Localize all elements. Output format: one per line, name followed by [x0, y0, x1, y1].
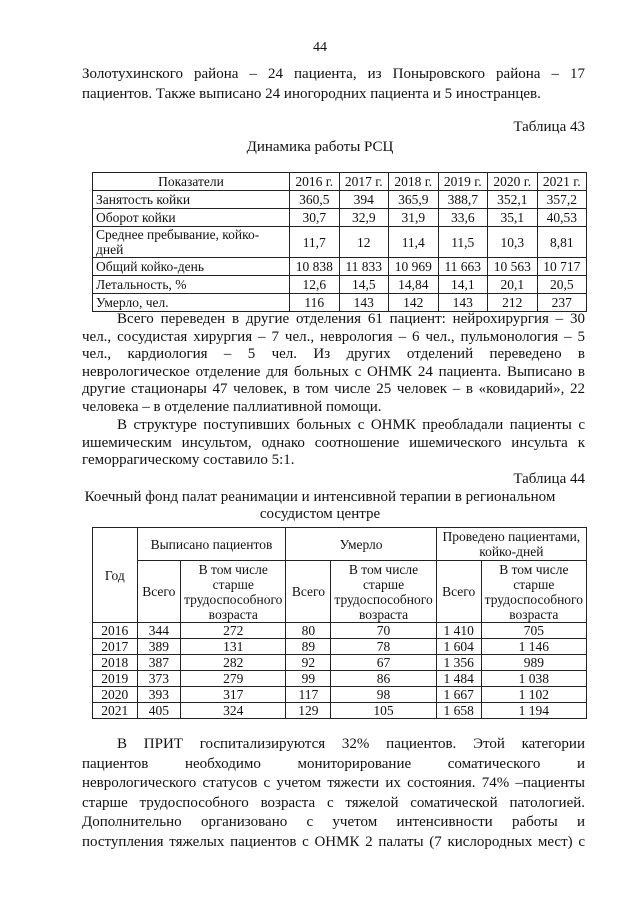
text-line: пациентов. Также выписано 24 иногородних пациента и 5 иностранцев.	[82, 85, 541, 102]
row-year: 2016	[93, 623, 138, 639]
cell-value: 1 410	[436, 623, 481, 639]
text-line: пациентов необходимо мониторирование соматического и	[82, 755, 585, 772]
cell-value: 14,84	[389, 276, 439, 294]
table-43	[92, 172, 587, 312]
row-label: Умерло, чел.	[93, 294, 290, 312]
table-row	[93, 703, 587, 719]
cell-value: 12	[339, 227, 389, 258]
cell-value: 10 717	[537, 258, 587, 276]
table-row	[93, 655, 587, 671]
column-header: Показатели	[93, 173, 290, 191]
cell-value: 78	[331, 639, 436, 655]
cell-value: 32,9	[339, 209, 389, 227]
table-row	[93, 258, 587, 276]
text-line: чел., кардиология – 5 чел. Из других отделений переведено в	[82, 346, 585, 362]
cell-value: 12,6	[290, 276, 340, 294]
column-header: 2018 г.	[389, 173, 439, 191]
text-line: человека – в отделение паллиативной помощи.	[82, 398, 382, 415]
header-total: Всего	[137, 561, 181, 623]
text-line: Всего переведен в другие отделения 61 пациент: нейрохирургия – 30	[117, 311, 585, 327]
header-bed-days: Проведено пациентами, койко-дней	[436, 528, 586, 561]
cell-value: 394	[339, 191, 389, 209]
cell-value: 989	[481, 655, 586, 671]
cell-value: 143	[339, 294, 389, 312]
cell-value: 360,5	[290, 191, 340, 209]
cell-value: 1 667	[436, 687, 481, 703]
column-header: 2017 г.	[339, 173, 389, 191]
cell-value: 143	[438, 294, 488, 312]
row-year: 2020	[93, 687, 138, 703]
cell-value: 387	[137, 655, 181, 671]
cell-value: 365,9	[389, 191, 439, 209]
cell-value: 1 038	[481, 671, 586, 687]
cell-value: 1 194	[481, 703, 586, 719]
cell-value: 142	[389, 294, 439, 312]
table-44-label: Таблица 44	[513, 471, 585, 487]
column-header: 2020 г.	[488, 173, 538, 191]
table-row	[93, 294, 587, 312]
cell-value: 33,6	[438, 209, 488, 227]
cell-value: 11 833	[339, 258, 389, 276]
cell-value: 705	[481, 623, 586, 639]
cell-value: 98	[331, 687, 436, 703]
column-header: 2016 г.	[290, 173, 340, 191]
text-line: В структуре поступивших больных с ОНМК преобладали пациенты с	[117, 417, 585, 433]
text-line: старше трудоспособного возраста с тяжелой соматической патологией.	[82, 794, 585, 811]
cell-value: 272	[181, 623, 286, 639]
cell-value: 30,7	[290, 209, 340, 227]
cell-value: 129	[286, 703, 331, 719]
cell-value: 11 663	[438, 258, 488, 276]
text-line: чел., сосудистая хирургия – 7 чел., неврология – 6 чел., пульмонология – 5	[82, 328, 585, 345]
cell-value: 344	[137, 623, 181, 639]
row-year: 2021	[93, 703, 138, 719]
page-number: 44	[313, 40, 327, 55]
cell-value: 92	[286, 655, 331, 671]
cell-value: 1 658	[436, 703, 481, 719]
column-header: 2019 г.	[438, 173, 488, 191]
cell-value: 117	[286, 687, 331, 703]
table-row	[93, 227, 587, 258]
text-line: Дополнительно организовано с учетом интенсивности работы и	[82, 814, 585, 830]
header-elderly: В том числе старше трудоспособного возраста	[181, 561, 286, 623]
cell-value: 89	[286, 639, 331, 655]
cell-value: 10 563	[488, 258, 538, 276]
cell-value: 80	[286, 623, 331, 639]
cell-value: 14,5	[339, 276, 389, 294]
cell-value: 70	[331, 623, 436, 639]
cell-value: 35,1	[488, 209, 538, 227]
row-label: Общий койко-день	[93, 258, 290, 276]
table-row	[93, 209, 587, 227]
table-row	[93, 687, 587, 703]
cell-value: 86	[331, 671, 436, 687]
cell-value: 1 102	[481, 687, 586, 703]
table-row	[93, 671, 587, 687]
cell-value: 11,5	[438, 227, 488, 258]
cell-value: 131	[181, 639, 286, 655]
cell-value: 20,5	[537, 276, 587, 294]
cell-value: 1 484	[436, 671, 481, 687]
row-year: 2017	[93, 639, 138, 655]
cell-value: 389	[137, 639, 181, 655]
cell-value: 357,2	[537, 191, 587, 209]
cell-value: 11,7	[290, 227, 340, 258]
text-line: неврологического статусов с учетом тяжести их состояния. 74% –пациенты	[82, 775, 585, 791]
table-43-title: Динамика работы РСЦ	[246, 139, 394, 155]
cell-value: 212	[488, 294, 538, 312]
cell-value: 1 356	[436, 655, 481, 671]
cell-value: 10 969	[389, 258, 439, 276]
cell-value: 282	[181, 655, 286, 671]
table-row	[93, 623, 587, 639]
cell-value: 352,1	[488, 191, 538, 209]
cell-value: 279	[181, 671, 286, 687]
header-total: Всего	[436, 561, 481, 623]
header-discharged: Выписано пациентов	[137, 528, 286, 561]
cell-value: 99	[286, 671, 331, 687]
row-label: Летальность, %	[93, 276, 290, 294]
table-row	[93, 276, 587, 294]
table-43-label: Таблица 43	[513, 119, 585, 135]
cell-value: 405	[137, 703, 181, 719]
cell-value: 67	[331, 655, 436, 671]
row-year: 2018	[93, 655, 138, 671]
cell-value: 324	[181, 703, 286, 719]
table-row	[93, 639, 587, 655]
header-died: Умерло	[286, 528, 436, 561]
row-label: Оборот койки	[93, 209, 290, 227]
cell-value: 20,1	[488, 276, 538, 294]
cell-value: 393	[137, 687, 181, 703]
cell-value: 388,7	[438, 191, 488, 209]
cell-value: 10,3	[488, 227, 538, 258]
title-line: Коечный фонд палат реанимации и интенсивной терапии в региональном	[84, 489, 556, 505]
cell-value: 105	[331, 703, 436, 719]
cell-value: 1 146	[481, 639, 586, 655]
text-line: геморрагическому составило 5:1.	[82, 452, 295, 468]
row-year: 2019	[93, 671, 138, 687]
text-line: Золотухинского района – 24 пациента, из Поныровского района – 17	[82, 66, 585, 82]
header-year: Год	[93, 528, 138, 623]
cell-value: 10 838	[290, 258, 340, 276]
table-44	[92, 527, 587, 719]
text-line: неврологическое отделение для больных с ОНМК 24 пациента. Выписано в	[82, 363, 585, 380]
cell-value: 14,1	[438, 276, 488, 294]
row-label: Среднее пребывание, койко-дней	[93, 227, 290, 258]
header-elderly: В том числе старше трудоспособного возраста	[331, 561, 436, 623]
title-line: сосудистом центре	[259, 506, 381, 522]
cell-value: 40,53	[537, 209, 587, 227]
text-line: В ПРИТ госпитализируются 32% пациентов. Этой категории	[117, 736, 585, 752]
cell-value: 1 604	[436, 639, 481, 655]
row-label: Занятость койки	[93, 191, 290, 209]
cell-value: 31,9	[389, 209, 439, 227]
header-total: Всего	[286, 561, 331, 623]
column-header: 2021 г.	[537, 173, 587, 191]
cell-value: 11,4	[389, 227, 439, 258]
cell-value: 237	[537, 294, 587, 312]
table-row	[93, 191, 587, 209]
table-44-title	[0, 489, 640, 523]
cell-value: 116	[290, 294, 340, 312]
header-elderly: В том числе старше трудоспособного возраста	[481, 561, 586, 623]
cell-value: 373	[137, 671, 181, 687]
text-line: ишемическим инсультом, однако соотношение ишемического инсульта к	[82, 434, 585, 451]
text-line: поступления тяжелых пациентов с ОНМК 2 палаты (7 кислородных мест) с	[82, 833, 585, 850]
text-line: другие стационары 47 человек, в том числе 25 человек – в «ковидарий», 22	[82, 381, 585, 397]
cell-value: 8,81	[537, 227, 587, 258]
cell-value: 317	[181, 687, 286, 703]
